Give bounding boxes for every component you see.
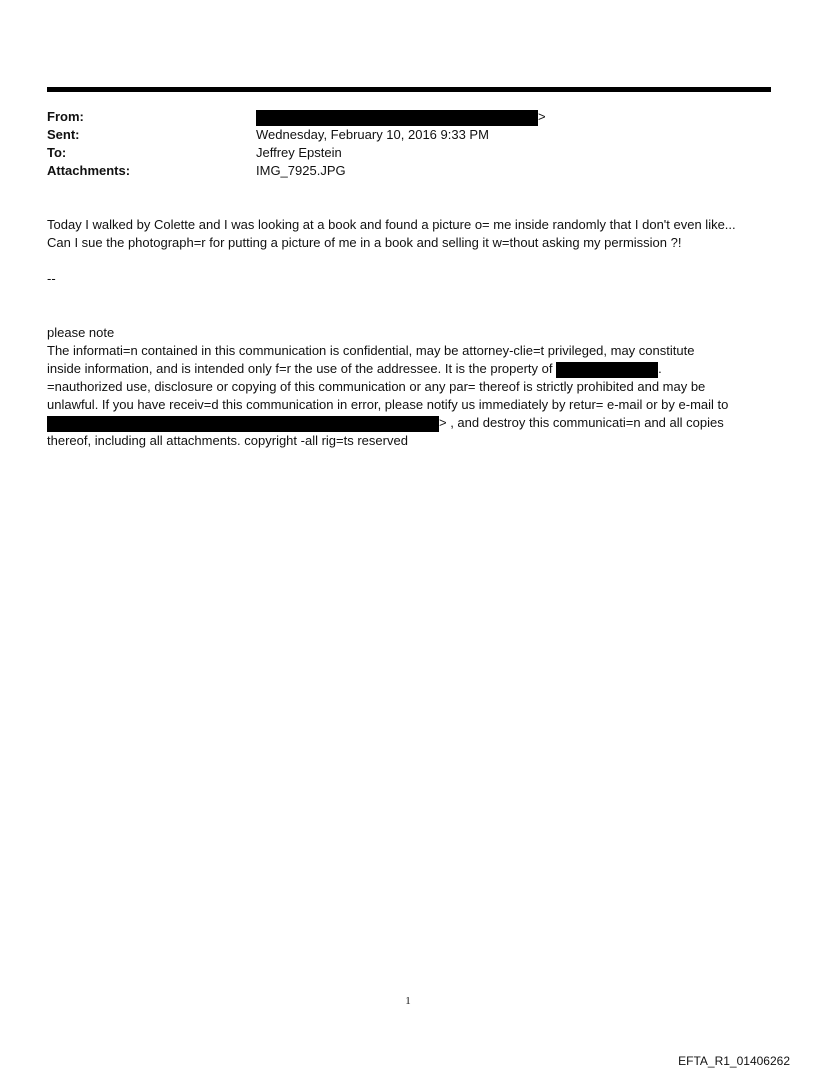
page-number: 1: [405, 995, 411, 1007]
redaction-from: [256, 110, 538, 126]
to-value: Jeffrey Epstein: [256, 145, 342, 160]
disclaimer-line-6: thereof, including all attachments. copyright -all rig=ts reserved: [47, 433, 408, 448]
disclaimer-line-4: unlawful. If you have receiv=d this communication in error, please notify us immediately by retur= e-mail or by e-mail to: [47, 397, 729, 412]
from-suffix: >: [538, 109, 546, 124]
disclaimer-line-2: [47, 360, 662, 378]
disclaimer-heading: please note: [47, 325, 115, 340]
from-label: From:: [47, 109, 84, 124]
disclaimer-line-5-text: > , and destroy this communicati=n and all copies: [439, 415, 724, 430]
disclaimer-line-1: The informati=n contained in this communication is confidential, may be attorney-clie=t privileged, may constitute: [47, 343, 695, 358]
signature-separator: --: [47, 271, 56, 286]
disclaimer-line-2-period: .: [658, 361, 662, 376]
attachments-label: Attachments:: [47, 163, 131, 178]
message-line-2: Can I sue the photograph=r for putting a picture of me in a book and selling it w=thout asking my permission ?!: [47, 235, 682, 250]
disclaimer-line-2-text: inside information, and is intended only f=r the use of the addressee. It is the property of: [47, 361, 553, 376]
header-rule: [47, 87, 771, 92]
disclaimer-line-3: =nauthorized use, disclosure or copying of this communication or any par= thereof is strictly prohibited and may be: [47, 379, 706, 394]
sent-value: Wednesday, February 10, 2016 9:33 PM: [256, 127, 489, 142]
redaction-owner: [556, 362, 658, 378]
redaction-email: [47, 416, 439, 432]
attachment-filename[interactable]: IMG_7925.JPG: [256, 163, 346, 178]
sent-label: Sent:: [47, 127, 80, 142]
message-line-1: Today I walked by Colette and I was looking at a book and found a picture o= me inside randomly that I don't even like...: [47, 217, 736, 232]
from-value: [256, 108, 546, 126]
bates-number: EFTA_R1_01406262: [678, 1054, 790, 1068]
disclaimer-line-5: [47, 414, 724, 432]
to-label: To:: [47, 145, 67, 160]
